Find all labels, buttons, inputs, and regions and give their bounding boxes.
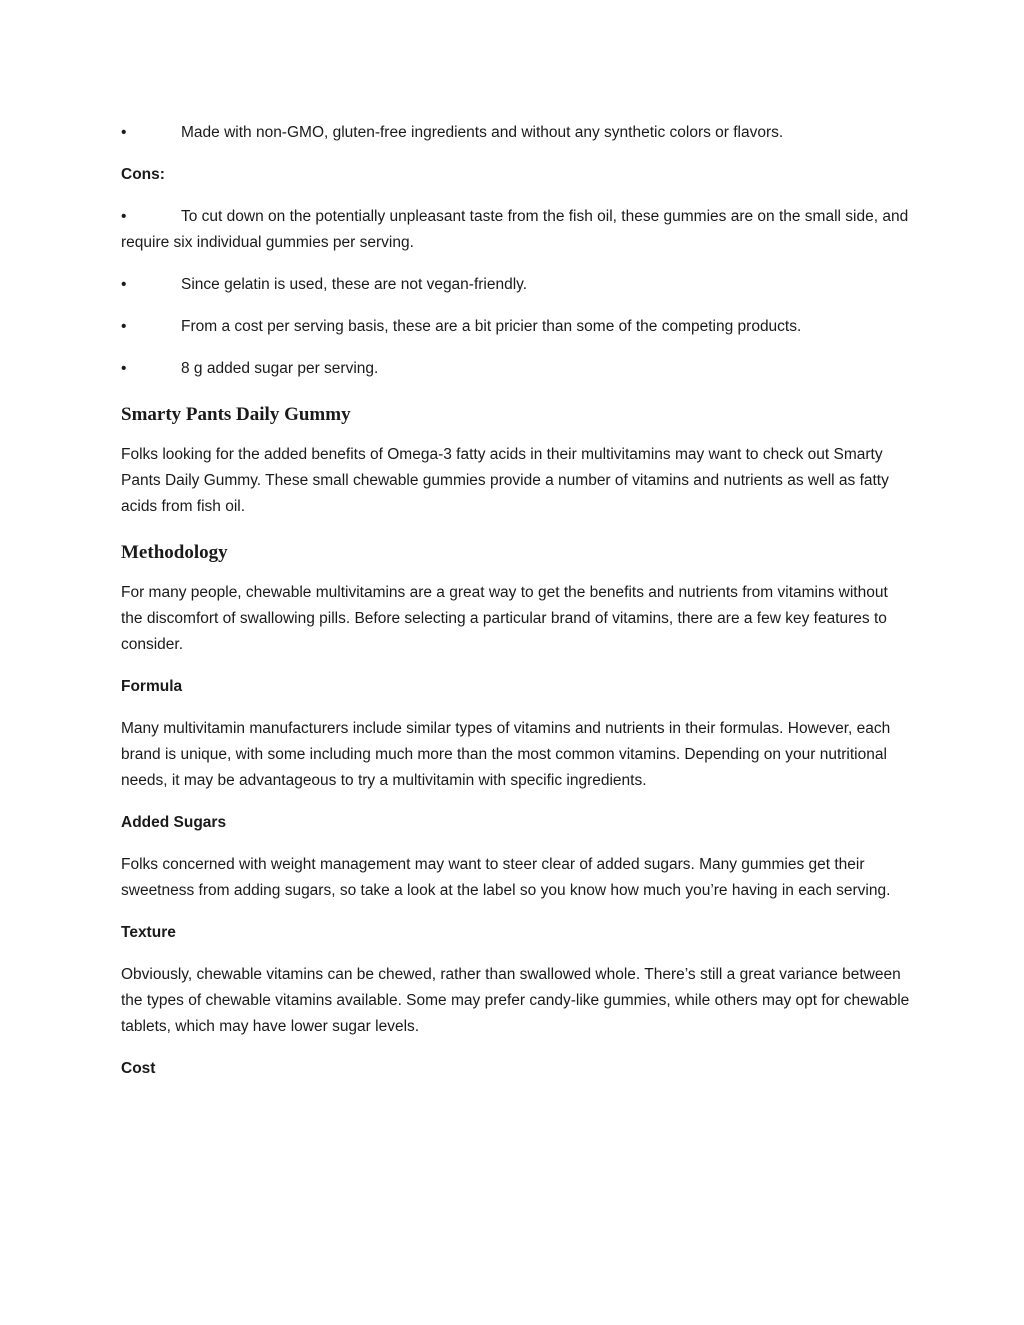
cons-bullet-item — [121, 314, 911, 340]
subheading-texture: Texture — [121, 924, 176, 941]
section-heading-methodology: Methodology — [121, 542, 228, 563]
bullet-text: Since gelatin is used, these are not vegan-friendly. — [181, 276, 528, 293]
bullet-text: Made with non-GMO, gluten-free ingredients and without any synthetic colors or flavors. — [181, 124, 784, 141]
bullet-marker: • — [121, 276, 127, 293]
pros-bullet-item — [121, 120, 911, 146]
bullet-marker: • — [121, 360, 127, 377]
bullet-marker: • — [121, 318, 127, 335]
bullet-marker: • — [121, 208, 127, 225]
cons-bullet-item — [121, 356, 911, 382]
cons-bullet-item — [121, 204, 911, 256]
subheading-cost: Cost — [121, 1060, 156, 1077]
texture-paragraph: Obviously, chewable vitamins can be chewed, rather than swallowed whole. There’s still a great variance between the types of chewable vitamins available. Some may prefer candy-like gummies, while others may opt for chewable tablets, which may have lower sugar levels. — [121, 966, 910, 1035]
cons-bullet-item — [121, 272, 911, 298]
bullet-marker: • — [121, 124, 127, 141]
methodology-intro-paragraph: For many people, chewable multivitamins are a great way to get the benefits and nutrients from vitamins without the discomfort of swallowing pills. Before selecting a particular brand of vitamins, there are a few key features to consider. — [121, 584, 888, 653]
smarty-pants-paragraph: Folks looking for the added benefits of Omega-3 fatty acids in their multivitamins may want to check out Smarty Pants Daily Gummy. These small chewable gummies provide a number of vitamins and nutrients as well as fatty acids from fish oil. — [121, 446, 889, 515]
bullet-text: 8 g added sugar per serving. — [181, 360, 379, 377]
bullet-text: To cut down on the potentially unpleasant taste from the fish oil, these gummies are on the small side, and require six individual gummies per serving. — [121, 208, 909, 251]
subheading-added-sugars: Added Sugars — [121, 814, 227, 831]
cons-label: Cons: — [121, 166, 165, 183]
section-heading-smarty-pants: Smarty Pants Daily Gummy — [121, 404, 351, 425]
bullet-text: From a cost per serving basis, these are a bit pricier than some of the competing products. — [181, 318, 802, 335]
document-page — [121, 120, 911, 1098]
formula-paragraph: Many multivitamin manufacturers include similar types of vitamins and nutrients in their formulas. However, each brand is unique, with some including much more than the most common vitamins. Depending on your nutritional needs, it may be advantageous to try a multivitamin with specific ingredients. — [121, 720, 891, 789]
subheading-formula: Formula — [121, 678, 183, 695]
added-sugars-paragraph: Folks concerned with weight management may want to steer clear of added sugars. Many gummies get their sweetness from adding sugars, so take a look at the label so you know how much you’re having in each serving. — [121, 856, 891, 899]
